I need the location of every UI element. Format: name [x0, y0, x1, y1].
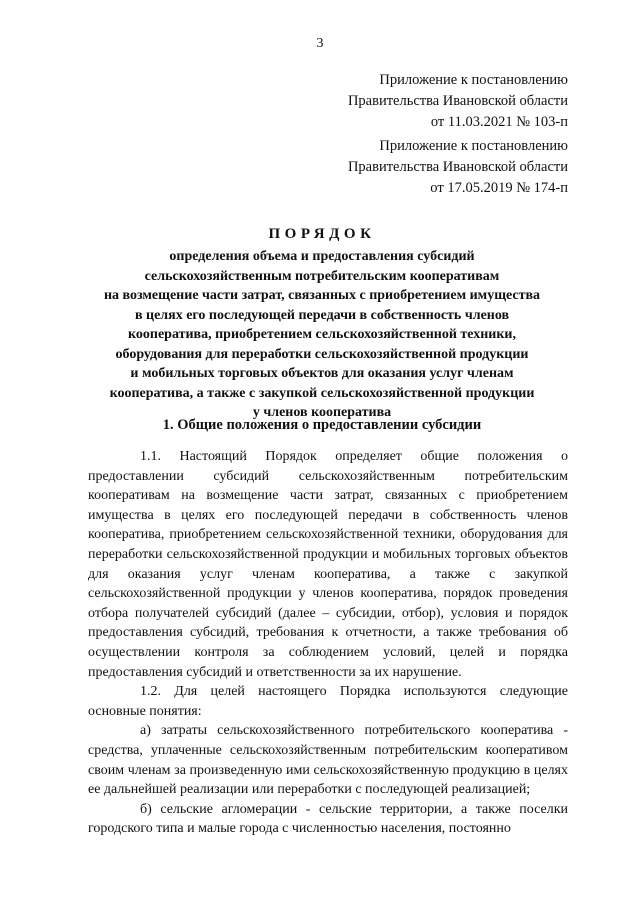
- paragraph: 1.2. Для целей настоящего Порядка используются следующие основные понятия:: [88, 684, 568, 719]
- heading-subtitle-line: и мобильных торговых объектов для оказания услуг членам: [130, 366, 514, 381]
- paragraph: а) затраты сельскохозяйственного потребительского кооператива - средства, уплаченные сельскохозяйственным потребительским кооперативом своим членам за произведенную ими сельскохозяйственную продукцию в целях ее дальнейшей реализации или переработки с последующей реализацией;: [88, 723, 568, 798]
- paragraph: 1.1. Настоящий Порядок определяет общие положения о предоставлении субсидий сельскохозяйственным потребительским кооперативам на возмещение части затрат, связанных с приобретением имущества в целях его последующей передачи в собственность членов кооператива, приобретением сельскохозяйственной техники, оборудования для переработки сельскохозяйственной продукции и мобильных торговых объектов для оказания услуг членам кооператива, а также с закупкой сельскохозяйственной продукции у членов кооператива, порядок проведения отбора получателей субсидий (далее – субсидии, отбор), условия и порядок предоставления субсидий, требования к отчетности, а также требования об осуществлении контроля за соблюдением условий, целей и порядка предоставления субсидий и ответственности за их нарушение.: [88, 449, 568, 680]
- heading-subtitle-line: кооператива, приобретением сельскохозяйственной техники,: [128, 327, 516, 342]
- annex-line: от 17.05.2019 № 174-п: [430, 180, 568, 196]
- annex-line: от 11.03.2021 № 103-п: [430, 114, 568, 130]
- document-body: [88, 447, 568, 839]
- section-title: 1. Общие положения о предоставлении субсидии: [162, 417, 482, 433]
- document-heading: [88, 224, 556, 423]
- heading-subtitle-line: сельскохозяйственным потребительским кооперативам: [144, 268, 500, 284]
- page-number: 3: [316, 36, 324, 51]
- annex-stamp-original: [348, 136, 568, 199]
- heading-subtitle-line: у членов кооператива: [252, 405, 392, 420]
- annex-line: Правительства Ивановской области: [347, 159, 568, 175]
- heading-subtitle-line: кооператива, а также с закупкой сельскохозяйственной продукции: [109, 385, 535, 401]
- annex-line: Приложение к постановлению: [379, 72, 568, 88]
- paragraph: б) сельские агломерации - сельские территории, а также поселки городского типа и малые города с численностью населения, постоянно: [88, 801, 568, 837]
- heading-subtitle-line: оборудования для переработки сельскохозяйственной продукции: [115, 346, 529, 362]
- annex-line: Правительства Ивановской области: [347, 93, 568, 109]
- heading-subtitle-line: в целях его последующей передачи в собственность членов: [134, 307, 510, 323]
- annex-stamp-current: [348, 70, 568, 133]
- heading-subtitle-line: определения объема и предоставления субсидий: [169, 249, 475, 264]
- heading-subtitle-line: на возмещение части затрат, связанных с приобретением имущества: [103, 288, 541, 303]
- annex-line: Приложение к постановлению: [379, 138, 568, 154]
- document-title: ПОРЯДОК: [268, 226, 376, 242]
